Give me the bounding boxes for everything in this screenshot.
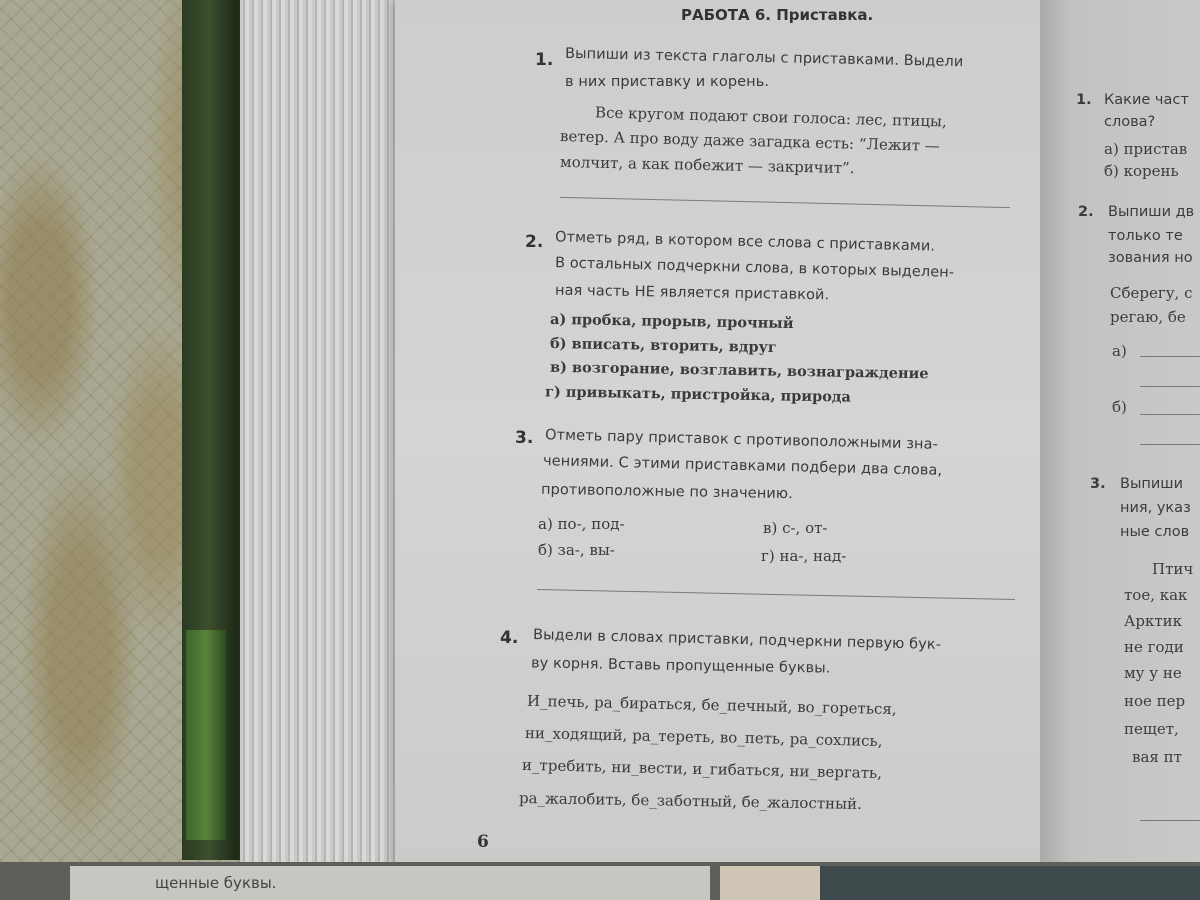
- task-4-text-2: ни_ходящий, ра_тереть, во_петь, ра_сохлись,: [524, 723, 883, 751]
- right-answer-line-b2[interactable]: [1140, 444, 1200, 445]
- right-q3-text-6: ное пер: [1124, 692, 1186, 710]
- task-1-number: 1.: [535, 50, 554, 70]
- right-q3-text-7: пещет,: [1124, 720, 1179, 738]
- page-edges: [240, 0, 400, 870]
- task-3-option-a[interactable]: а) по-, под-: [538, 515, 625, 533]
- answer-line-3[interactable]: [537, 589, 1015, 600]
- task-2-number: 2.: [525, 232, 544, 252]
- right-page: [1040, 0, 1200, 866]
- right-q3-text-5: му у не: [1124, 664, 1182, 682]
- right-answer-line-b[interactable]: [1140, 414, 1200, 415]
- task-2-option-a[interactable]: а) пробка, прорыв, прочный: [549, 310, 794, 333]
- task-1-text-1: Все кругом подают свои голоса: лес, птицы,: [594, 103, 947, 131]
- right-q3-line-2: ния, указ: [1120, 500, 1191, 516]
- task-1-line-2: в них приставку и корень.: [565, 74, 770, 90]
- workbook-page: [395, 0, 1040, 866]
- task-2-line-3: ная часть НЕ является приставкой.: [554, 282, 830, 304]
- bottom-card-text: щенные буквы.: [155, 874, 277, 892]
- right-q1-number: 1.: [1076, 92, 1092, 108]
- green-cover: [186, 630, 226, 840]
- page-title: РАБОТА 6. Приставка.: [681, 6, 874, 24]
- right-q2-line-3: зования но: [1108, 250, 1193, 266]
- task-4-text-1: И_печь, ра_бираться, бе_печный, во_гореться,: [526, 691, 897, 719]
- wooden-object: [720, 866, 820, 900]
- right-q3-text-8: вая пт: [1132, 748, 1182, 766]
- page-number: 6: [477, 832, 489, 852]
- task-1-text-3: молчит, а как побежит — закричит”.: [559, 152, 855, 178]
- task-3-line-3: противоположные по значению.: [540, 481, 794, 503]
- task-1-line-1: Выпиши из текста глаголы с приставками. Выдели: [564, 45, 964, 71]
- right-q2-line-2: только те: [1108, 228, 1183, 244]
- task-4-text-3: и_требить, ни_вести, и_гибаться, ни_вергать,: [521, 755, 883, 783]
- task-4-line-1: Выдели в словах приставки, подчеркни первую бук-: [532, 627, 942, 653]
- task-4-number: 4.: [500, 628, 519, 648]
- task-3-option-c[interactable]: в) с-, от-: [763, 519, 828, 537]
- task-2-option-b[interactable]: б) вписать, вторить, вдруг: [549, 335, 777, 356]
- task-3-option-d[interactable]: г) на-, над-: [761, 547, 847, 565]
- right-q1-option-b: б) корень: [1104, 162, 1179, 180]
- task-3-line-2: чениями. С этими приставками подбери два слова,: [542, 453, 943, 479]
- task-2-line-2: В остальных подчеркни слова, в которых выделен-: [554, 255, 955, 281]
- task-1-text-2: ветер. А про воду даже загадка есть: “Лежит —: [559, 127, 940, 155]
- right-q2-line-1: Выпиши дв: [1108, 204, 1195, 220]
- right-q3-line-3: ные слов: [1120, 524, 1190, 540]
- dark-object: [820, 866, 1200, 900]
- right-q3-text-3: Арктик: [1124, 612, 1183, 630]
- right-q2-option-a: а): [1112, 342, 1127, 360]
- right-q2-option-b: б): [1112, 398, 1127, 416]
- right-q2-text-1: Сберегу, с: [1110, 284, 1193, 302]
- right-q3-text-2: тое, как: [1124, 586, 1188, 604]
- task-3-option-b[interactable]: б) за-, вы-: [538, 541, 615, 559]
- right-answer-line-a[interactable]: [1140, 356, 1200, 357]
- task-2-option-d[interactable]: г) привыкать, пристройка, природа: [544, 383, 852, 406]
- right-q2-number: 2.: [1078, 204, 1094, 220]
- task-3-line-1: Отметь пару приставок с противоположными зна-: [544, 427, 939, 453]
- task-4-line-2: ву корня. Вставь пропущенные буквы.: [530, 655, 831, 677]
- right-q3-text-1: Птич: [1152, 560, 1194, 578]
- answer-line-1[interactable]: [560, 197, 1010, 208]
- task-3-number: 3.: [515, 428, 534, 448]
- right-q3-text-4: не годи: [1124, 638, 1184, 656]
- right-q2-text-2: регаю, бе: [1110, 308, 1186, 326]
- right-q1-option-a: а) пристав: [1104, 140, 1188, 158]
- right-q1-line-2: слова?: [1104, 114, 1156, 130]
- task-2-line-1: Отметь ряд, в котором все слова с приставками.: [554, 229, 936, 255]
- right-answer-line-a2[interactable]: [1140, 386, 1200, 387]
- right-q3-number: 3.: [1090, 476, 1106, 492]
- right-answer-line-3[interactable]: [1140, 820, 1200, 821]
- right-q1-line-1: Какие част: [1104, 92, 1189, 108]
- task-2-option-c[interactable]: в) возгорание, возглавить, вознаграждение: [549, 358, 929, 383]
- right-q3-line-1: Выпиши: [1120, 476, 1183, 492]
- task-4-text-4: ра_жалобить, бе_заботный, бе_жалостный.: [518, 789, 862, 813]
